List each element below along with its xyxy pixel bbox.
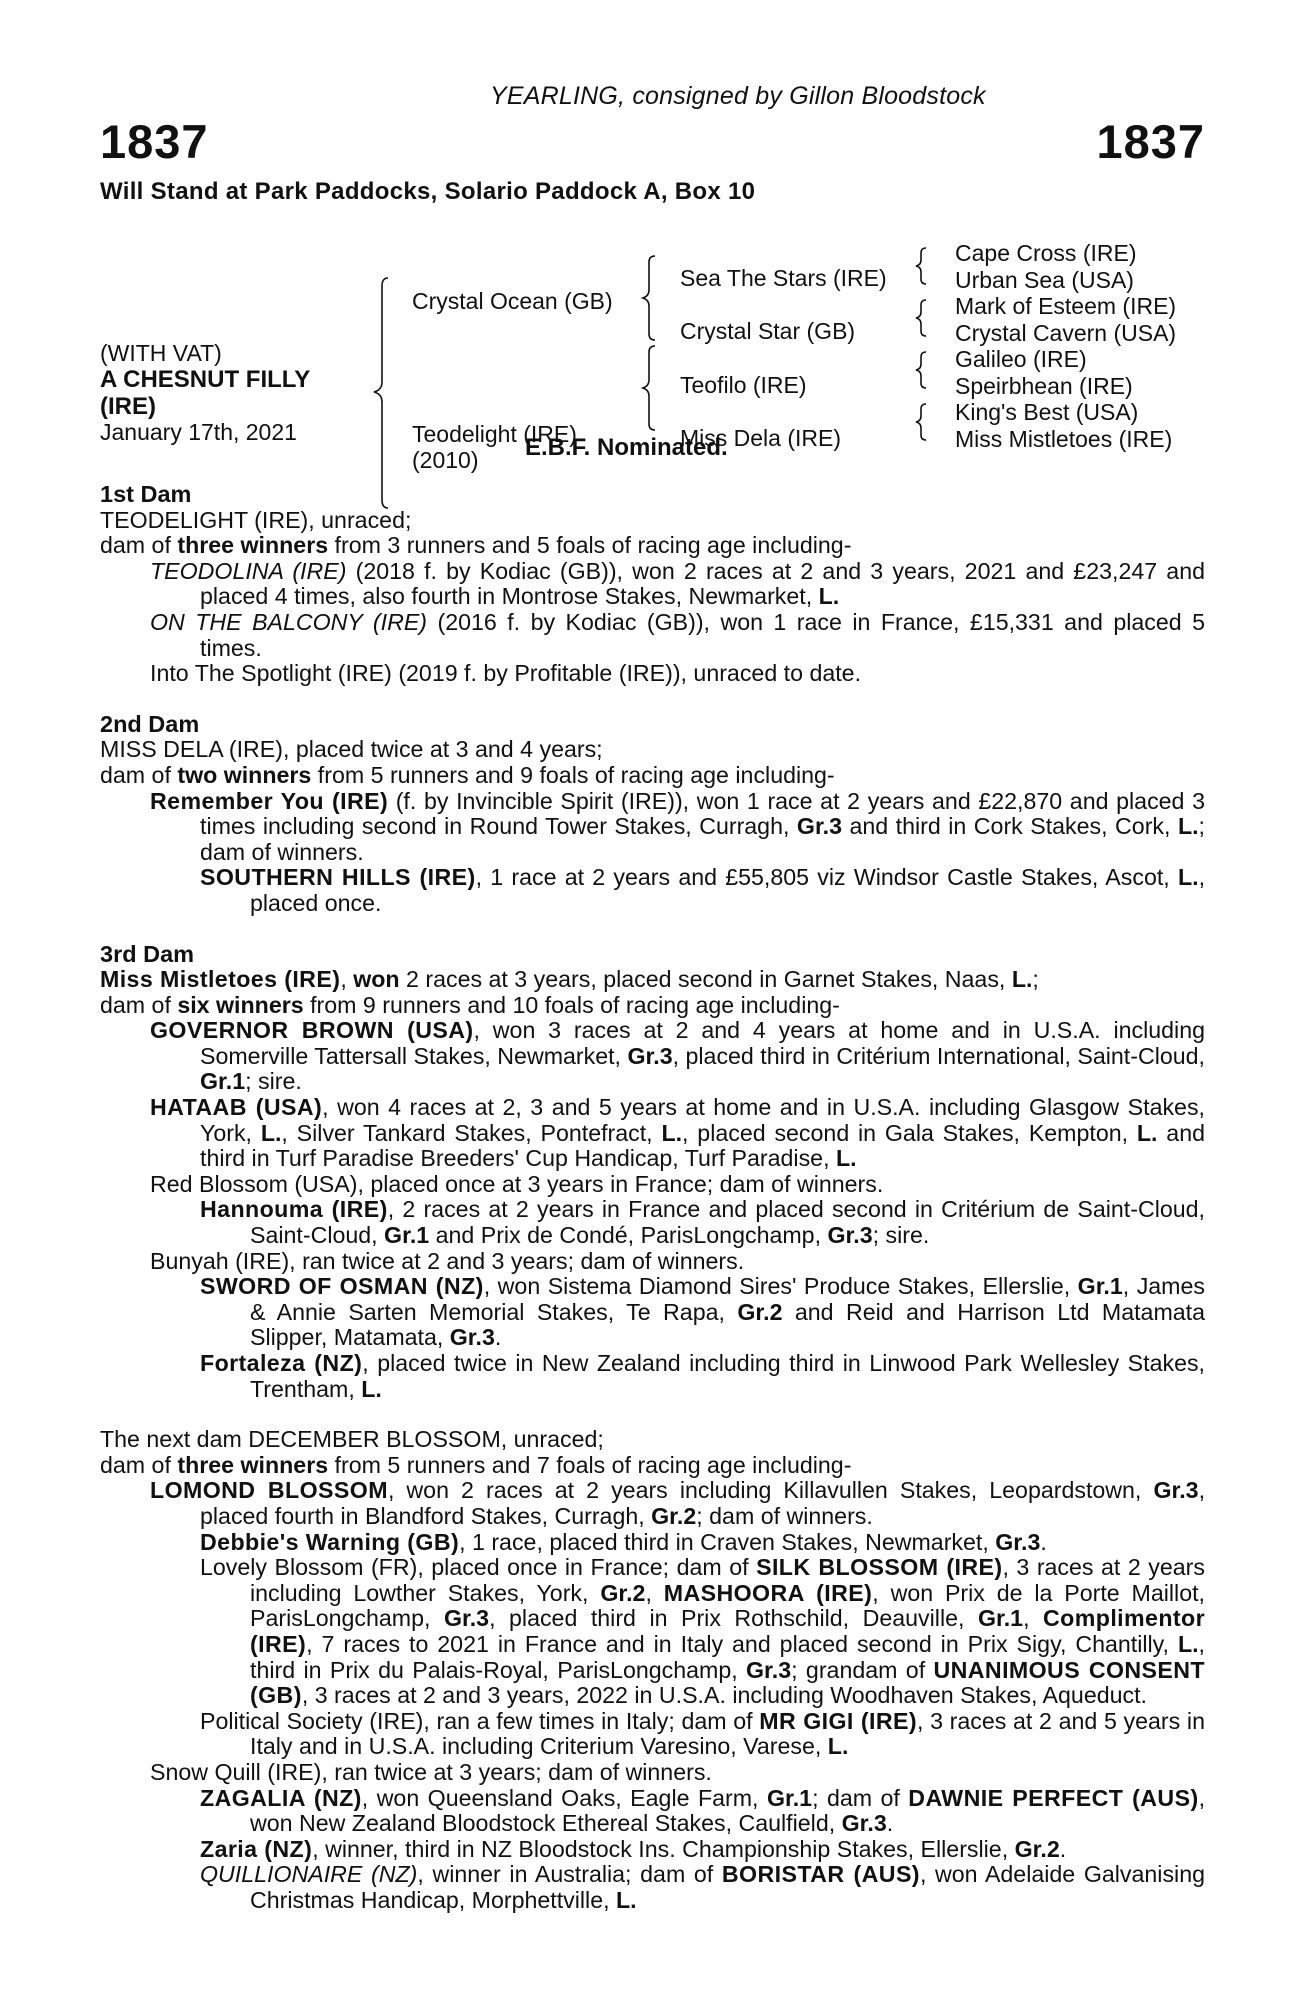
ggp-8: Miss Mistletoes (IRE) bbox=[955, 426, 1173, 452]
first-dam-progeny-2: ON THE BALCONY (IRE) (2016 f. by Kodiac (GB)), won 1 race in France, £15,331 and placed 5 times. bbox=[150, 608, 1206, 661]
ggp-5: Galileo (IRE) bbox=[955, 346, 1087, 372]
third-dam-grand-progeny-3: Fortaleza (NZ), placed twice in New Zealand including third in Linwood Park Wellesley Stakes, Trentham, L. bbox=[200, 1350, 1205, 1402]
dam-dam: Miss Dela (IRE) bbox=[680, 425, 842, 451]
third-dam-progeny-1: GOVERNOR BROWN (USA), won 3 races at 2 and 4 years at home and in U.S.A. including Somerville Tattersall Stakes, Newmarket, Gr.3, placed third in Critérium International, Saint-Cloud, Gr.1; sire. bbox=[150, 1017, 1205, 1095]
first-dam-heading: 1st Dam bbox=[100, 481, 192, 507]
third-dam-progeny-2: HATAAB (USA), won 4 races at 2, 3 and 5 years at home and in U.S.A. including Glasgow Stakes, York, L., Silver Tankard Stakes, Pontefract, L., placed second in Gala Stakes, Kempton, L. and third in Turf Paradise Breeders' Cup Handicap, Turf Paradise, L. bbox=[150, 1094, 1205, 1172]
first-dam-progeny-1: TEODOLINA (IRE) (2018 f. by Kodiac (GB)), won 2 races at 2 and 3 years, 2021 and £23,247 and placed 4 times, also fourth in Montrose Stakes, Newmarket, L. bbox=[150, 557, 1205, 610]
sire-sire: Sea The Stars (IRE) bbox=[680, 265, 887, 291]
next-dam-grand-progeny-2: Lovely Blossom (FR), placed once in France; dam of SILK BLOSSOM (IRE), 3 races at 2 years including Lowther Stakes, York, Gr.2, MASHOORA (IRE), won Prix de la Porte Maillot, ParisLongchamp, Gr.3, placed third in Prix Rothschild, Deauville, Gr.1, Complimentor (IRE), 7 races to 2021 in France and in Italy and placed second in Prix Sigy, Chantilly, L., third in Prix du Palais-Royal, ParisLongchamp, Gr.3; grandam of UNANIMOUS CONSENT (GB), 3 races at 2 and 3 years, 2022 in U.S.A. including Woodhaven Stakes, Aqueduct. bbox=[200, 1554, 1205, 1709]
dam-name: Teodelight (IRE) bbox=[412, 421, 577, 447]
next-dam-grand-progeny-6: QUILLIONAIRE (NZ), winner in Australia; dam of BORISTAR (AUS), won Adelaide Galvanising Christmas Handicap, Morphettville, L. bbox=[200, 1861, 1205, 1913]
third-dam-heading: 3rd Dam bbox=[100, 940, 195, 967]
second-dam-heading: 2nd Dam bbox=[100, 710, 200, 737]
second-dam-summary: dam of two winners from 5 runners and 9 foals of racing age including- bbox=[100, 761, 835, 788]
sire-name: Crystal Ocean (GB) bbox=[412, 288, 613, 314]
second-dam-intro: MISS DELA (IRE), placed twice at 3 and 4 years; bbox=[100, 736, 603, 763]
stand-location: Will Stand at Park Paddocks, Solario Paddock A, Box 10 bbox=[100, 178, 756, 205]
third-dam-section bbox=[100, 942, 1205, 1403]
first-dam-section bbox=[100, 482, 1205, 687]
horse-name: A CHESNUT FILLY bbox=[100, 366, 311, 393]
next-dam-grand-progeny-5: Zaria (NZ), winner, third in NZ Bloodstock Ins. Championship Stakes, Ellerslie, Gr.2. bbox=[200, 1835, 1067, 1862]
third-dam-grand-progeny-1: Hannouma (IRE), 2 races at 2 years in France and placed second in Critérium de Saint-Cloud, Saint-Cloud, Gr.1 and Prix de Condé, ParisLongchamp, Gr.3; sire. bbox=[200, 1196, 1205, 1249]
second-dam-section bbox=[100, 712, 1205, 917]
second-dam-progeny-1: Remember You (IRE) (f. by Invincible Spirit (IRE)), won 1 race at 2 years and £22,870 and placed 3 times including second in Round Tower Stakes, Curragh, Gr.3 and third in Cork Stakes, Cork, L.; dam of winners. bbox=[150, 787, 1205, 865]
ggp-7: King's Best (USA) bbox=[955, 399, 1139, 425]
dam-year: (2010) bbox=[412, 447, 479, 473]
next-dam-grand-progeny-4: ZAGALIA (NZ), won Queensland Oaks, Eagle Farm, Gr.1; dam of DAWNIE PERFECT (AUS), won New Zealand Bloodstock Ethereal Stakes, Caulfield, Gr.3. bbox=[200, 1784, 1206, 1837]
pedigree-table bbox=[100, 200, 1205, 510]
next-dam-intro: The next dam DECEMBER BLOSSOM, unraced; bbox=[100, 1426, 604, 1453]
consignor-line: YEARLING, consigned by Gillon Bloodstock bbox=[490, 82, 986, 110]
sire-dam: Crystal Star (GB) bbox=[680, 318, 856, 344]
produce-record bbox=[100, 482, 1205, 1938]
third-dam-progeny-3: Red Blossom (USA), placed once at 3 years in France; dam of winners. bbox=[150, 1170, 884, 1197]
ggp-3: Mark of Esteem (IRE) bbox=[955, 293, 1177, 319]
next-dam-grand-progeny-1: Debbie's Warning (GB), 1 race, placed third in Craven Stakes, Newmarket, Gr.3. bbox=[200, 1528, 1047, 1555]
third-dam-intro: Miss Mistletoes (IRE), won 2 races at 3 years, placed second in Garnet Stakes, Naas, L.; bbox=[100, 966, 1039, 993]
second-dam-grand-progeny-1: SOUTHERN HILLS (IRE), 1 race at 2 years and £55,805 viz Windsor Castle Stakes, Ascot, L., placed once. bbox=[200, 864, 1206, 916]
ggp-6: Speirbhean (IRE) bbox=[955, 373, 1133, 399]
next-dam-progeny-2: Snow Quill (IRE), ran twice at 3 years; dam of winners. bbox=[150, 1758, 712, 1785]
first-dam-progeny-3: Into The Spotlight (IRE) (2019 f. by Profitable (IRE)), unraced to date. bbox=[150, 660, 862, 687]
ebf-nominated: E.B.F. Nominated. bbox=[525, 434, 728, 461]
next-dam-grand-progeny-3: Political Society (IRE), ran a few times in Italy; dam of MR GIGI (IRE), 3 races at 2 and 5 years in Italy and in U.S.A. including Criterium Varesino, Varese, L. bbox=[200, 1707, 1205, 1760]
lot-number-right: 1837 bbox=[1096, 115, 1205, 168]
ggp-1: Cape Cross (IRE) bbox=[955, 240, 1137, 266]
horse-name-country: (IRE) bbox=[100, 393, 156, 420]
first-dam-intro: TEODELIGHT (IRE), unraced; bbox=[100, 506, 412, 533]
first-dam-summary: dam of three winners from 3 runners and 5 foals of racing age including- bbox=[100, 532, 852, 559]
ggp-2: Urban Sea (USA) bbox=[955, 267, 1134, 293]
vat-note: (WITH VAT) bbox=[100, 340, 222, 366]
third-dam-grand-progeny-2: SWORD OF OSMAN (NZ), won Sistema Diamond Sires' Produce Stakes, Ellerslie, Gr.1, James & Annie Sarten Memorial Stakes, Te Rapa, Gr.2 and Reid and Harrison Ltd Matamata Slipper, Matamata, Gr.3. bbox=[200, 1273, 1205, 1351]
next-dam-section bbox=[100, 1427, 1205, 1913]
dam-sire: Teofilo (IRE) bbox=[680, 372, 807, 398]
third-dam-summary: dam of six winners from 9 runners and 10 foals of racing age including- bbox=[100, 991, 840, 1018]
third-dam-progeny-4: Bunyah (IRE), ran twice at 2 and 3 years; dam of winners. bbox=[150, 1247, 745, 1274]
ggp-4: Crystal Cavern (USA) bbox=[955, 320, 1177, 346]
next-dam-summary: dam of three winners from 5 runners and 7 foals of racing age including- bbox=[100, 1451, 852, 1478]
next-dam-progeny-1: LOMOND BLOSSOM, won 2 races at 2 years including Killavullen Stakes, Leopardstown, Gr.3, placed fourth in Blandford Stakes, Curragh, Gr.2; dam of winners. bbox=[150, 1477, 1206, 1529]
foaling-date: January 17th, 2021 bbox=[100, 419, 297, 445]
lot-number-left: 1837 bbox=[100, 115, 209, 168]
